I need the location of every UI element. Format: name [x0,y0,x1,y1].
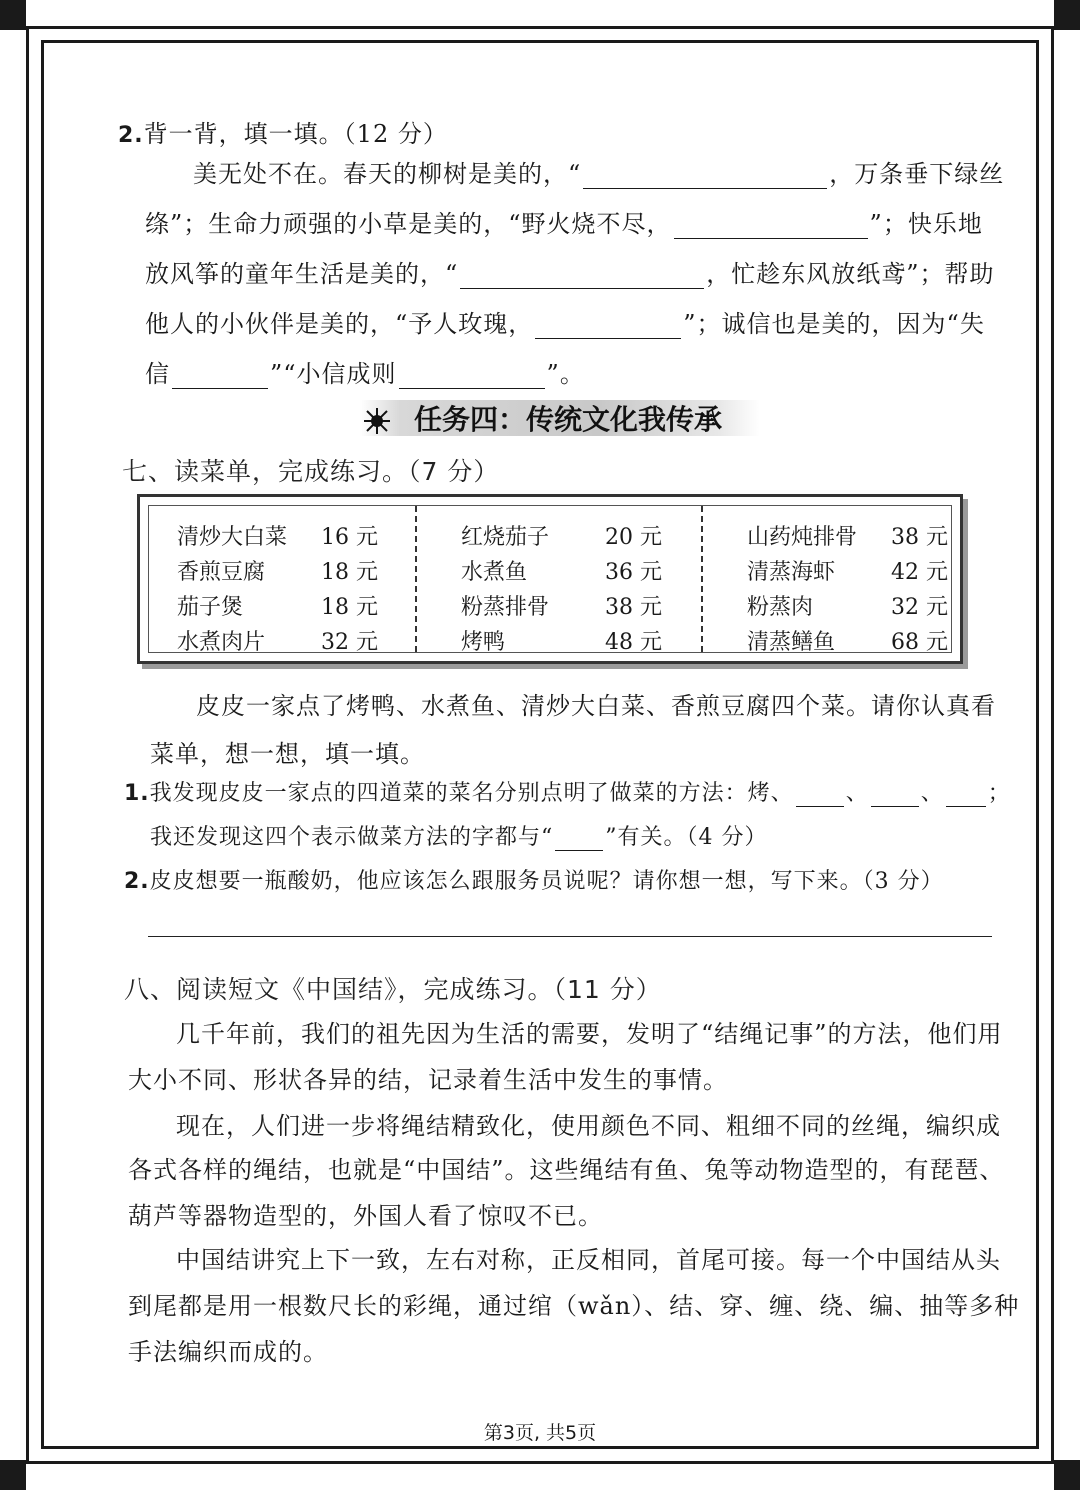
corner-mark-top-left [0,0,26,30]
fill-blank-common-radical[interactable] [555,824,603,851]
menu-item-name: 茄子煲 [177,595,244,620]
text-segment: ”；快乐地 [869,210,983,238]
menu-item-price: 18 元 [321,595,378,620]
section-7-question-2 [124,864,944,895]
corner-mark-bottom-left [0,1460,26,1490]
text-segment: ，忙趁东风放纸鸢”；帮助 [706,260,995,288]
menu-item-name: 水煮肉片 [177,630,266,655]
menu-item-name: 香煎豆腐 [177,560,266,585]
page-number-footer: 第3页, 共5页 [483,1422,597,1444]
menu-divider-2 [701,506,703,652]
menu-card [137,494,963,664]
menu-item-price: 18 元 [321,560,378,585]
menu-item-price: 32 元 [891,595,948,620]
fill-blank-5[interactable] [172,362,268,389]
reading-paragraph-line: 到尾都是用一根数尺长的彩绳，通过绾（wǎn）、结、穿、缠、绕、编、抽等多种 [128,1292,1020,1320]
reading-paragraph-line: 各式各样的绳结，也就是“中国结”。这些绳结有鱼、兔等动物造型的，有琵琶、 [128,1156,1005,1184]
section-7-intro-1: 皮皮一家点了烤鸭、水煮鱼、清炒大白菜、香煎豆腐四个菜。请你认真看 [196,692,996,720]
text-segment: 美无处不在。春天的柳树是美的，“ [193,160,582,188]
text-segment: 绦”；生命力顽强的小草是美的，“野火烧不尽， [145,210,672,238]
menu-item-name: 山药炖排骨 [747,525,858,550]
poem-line-3 [145,254,995,289]
menu-item-price: 32 元 [321,630,378,655]
text-segment: ，万条垂下绿丝 [829,160,1005,188]
menu-item-price: 42 元 [891,560,948,585]
poem-line-2 [145,204,983,239]
star-burst-icon [362,406,392,436]
poem-line-5 [145,354,585,389]
text-segment: 皮皮想要一瓶酸奶，他应该怎么跟服务员说呢？请你想一想，写下来。（3 分） [149,869,944,894]
text-segment: 他人的小伙伴是美的，“予人玫瑰， [145,310,534,338]
fill-blank-2[interactable] [674,212,868,239]
text-segment: 我发现皮皮一家点的四道菜的菜名分别点明了做菜的方法：烤、 [149,781,794,806]
fill-blank-method-3[interactable] [871,780,919,807]
menu-item-price: 16 元 [321,525,378,550]
fill-blank-6[interactable] [399,362,545,389]
question-number: 2. [118,123,144,148]
text-segment: ”。 [546,360,585,388]
menu-item-price: 48 元 [605,630,662,655]
section-7-title: 七、读菜单，完成练习。（7 分） [122,457,500,486]
corner-mark-top-right [1054,0,1080,30]
menu-item-price: 20 元 [605,525,662,550]
fill-blank-3[interactable] [460,262,704,289]
fill-blank-method-2[interactable] [796,780,844,807]
menu-divider-1 [415,506,417,652]
reading-paragraph-line: 几千年前，我们的祖先因为生活的需要，发明了“结绳记事”的方法，他们用 [176,1020,1003,1048]
menu-item-price: 68 元 [891,630,948,655]
menu-item-name: 红烧茄子 [461,525,550,550]
reading-paragraph-line: 现在，人们进一步将绳结精致化，使用颜色不同、粗细不同的丝绳，编织成 [176,1112,1001,1140]
answer-write-line[interactable] [148,936,992,937]
section-7-question-1 [124,776,1011,807]
section-7-question-1-line-2 [150,820,768,851]
text-segment: ； [987,781,1011,806]
text-segment: 信 [145,360,170,388]
menu-item-name: 清炒大白菜 [177,525,288,550]
text-segment: 放风筝的童年生活是美的，“ [145,260,459,288]
text-segment: ”；诚信也是美的，因为“失 [683,310,985,338]
text-segment: 我还发现这四个表示做菜方法的字都与“ [150,825,554,850]
reading-paragraph-line: 手法编织而成的。 [128,1338,328,1366]
task-4-title: 任务四：传统文化我传承 [414,403,723,436]
text-segment: ”有关。（4 分） [605,825,768,850]
menu-item-name: 清蒸鳝鱼 [747,630,836,655]
text-segment: 、 [920,781,944,806]
fill-blank-method-4[interactable] [946,780,986,807]
menu-inner-border [148,505,952,653]
menu-item-name: 水煮鱼 [461,560,528,585]
menu-item-name: 粉蒸排骨 [461,595,550,620]
fill-blank-4[interactable] [535,312,681,339]
menu-item-name: 烤鸭 [461,630,506,655]
menu-item-name: 清蒸海虾 [747,560,836,585]
question-number: 2. [124,869,150,894]
reading-paragraph-line: 葫芦等器物造型的，外国人看了惊叹不已。 [128,1202,603,1230]
question-text: 背一背，填一填。（12 分） [143,120,448,148]
section-7-intro-2: 菜单，想一想，填一填。 [150,740,425,768]
corner-mark-bottom-right [1054,1460,1080,1490]
poem-line-4 [145,304,985,339]
poem-line-1 [193,154,1004,189]
fill-blank-1[interactable] [583,162,827,189]
text-segment: 、 [845,781,869,806]
menu-item-price: 38 元 [891,525,948,550]
menu-item-price: 36 元 [605,560,662,585]
question-2-title [118,114,448,149]
text-segment: ”“小信成则 [270,360,397,388]
reading-paragraph-line: 大小不同、形状各异的结，记录着生活中发生的事情。 [128,1066,728,1094]
section-8-title: 八、阅读短文《中国结》，完成练习。（11 分） [124,975,662,1004]
menu-item-price: 38 元 [605,595,662,620]
menu-item-name: 粉蒸肉 [747,595,814,620]
reading-paragraph-line: 中国结讲究上下一致，左右对称，正反相同，首尾可接。每一个中国结从头 [176,1246,1001,1274]
question-number: 1. [124,781,150,806]
